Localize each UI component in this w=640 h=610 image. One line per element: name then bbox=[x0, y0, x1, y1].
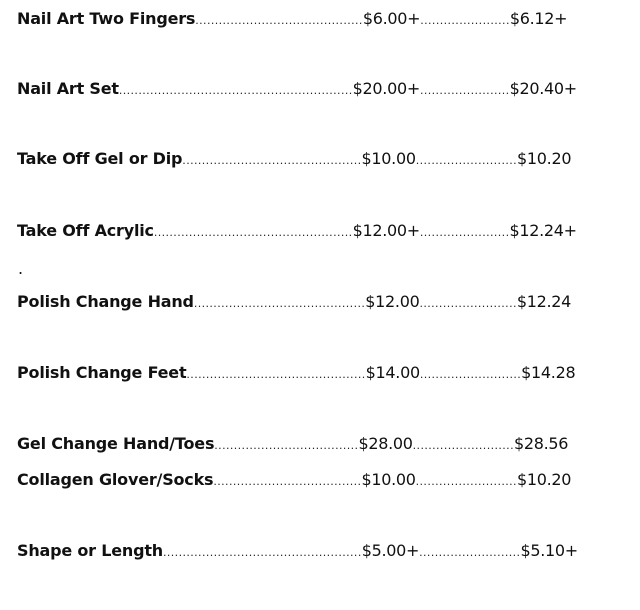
service-price: $28.00 bbox=[358, 434, 413, 453]
price-row bbox=[17, 433, 568, 455]
service-name: Take Off Acrylic bbox=[17, 221, 154, 240]
dot-leader: .......................... bbox=[419, 546, 521, 559]
card-price: $12.24+ bbox=[509, 221, 577, 240]
service-price: $6.00+ bbox=[362, 9, 421, 28]
price-row bbox=[17, 362, 575, 384]
service-name: Nail Art Two Fingers bbox=[17, 9, 196, 28]
service-price: $12.00+ bbox=[352, 221, 420, 240]
service-name: Take Off Gel or Dip bbox=[17, 149, 183, 168]
service-price: $20.00+ bbox=[352, 79, 420, 98]
card-price: $12.24 bbox=[516, 292, 572, 311]
dot-leader: ..................................... bbox=[214, 439, 359, 452]
dot-leader: .............................................. bbox=[182, 154, 362, 167]
dot-leader: ................................................... bbox=[153, 226, 353, 239]
dot-leader: ........................................... bbox=[195, 14, 363, 27]
card-price: $14.28 bbox=[521, 363, 576, 382]
price-row bbox=[17, 220, 577, 242]
service-price: $10.00 bbox=[361, 149, 416, 168]
dot-leader: ................................................... bbox=[162, 546, 362, 559]
service-price: $10.00 bbox=[361, 470, 416, 489]
dot-leader: ......................... bbox=[419, 297, 517, 310]
service-name: Polish Change Feet bbox=[17, 363, 187, 382]
dot-leader: ....................... bbox=[420, 14, 510, 27]
dot-leader: .......................... bbox=[415, 154, 518, 167]
card-price: $20.40+ bbox=[509, 79, 577, 98]
service-price: $5.00+ bbox=[361, 541, 420, 560]
service-name: Polish Change Hand bbox=[17, 292, 194, 311]
price-row bbox=[17, 8, 567, 30]
card-price: $10.20 bbox=[516, 470, 572, 489]
stray-dot: . bbox=[18, 259, 24, 278]
service-name: Shape or Length bbox=[17, 541, 163, 560]
dot-leader: .......................... bbox=[415, 475, 517, 488]
price-row bbox=[17, 78, 577, 100]
card-price: $5.10+ bbox=[520, 541, 578, 560]
price-row bbox=[17, 291, 571, 313]
dot-leader: ............................................................ bbox=[118, 84, 353, 97]
card-price: $28.56 bbox=[513, 434, 569, 453]
dot-leader: .......................... bbox=[419, 368, 522, 381]
dot-leader: ....................... bbox=[419, 226, 510, 239]
card-price: $10.20 bbox=[517, 149, 572, 168]
service-name: Gel Change Hand/Toes bbox=[17, 434, 215, 453]
dot-leader: ...................................... bbox=[213, 475, 362, 488]
card-price: $6.12+ bbox=[509, 9, 568, 28]
price-row bbox=[17, 540, 578, 562]
price-row bbox=[17, 148, 571, 170]
service-price: $12.00 bbox=[365, 292, 420, 311]
service-name: Collagen Glover/Socks bbox=[17, 470, 214, 489]
service-price: $14.00 bbox=[365, 363, 420, 382]
dot-leader: ....................... bbox=[419, 84, 510, 97]
dot-leader: ............................................ bbox=[193, 297, 366, 310]
service-name: Nail Art Set bbox=[17, 79, 119, 98]
dot-leader: .......................... bbox=[412, 439, 514, 452]
price-row bbox=[17, 469, 571, 491]
dot-leader: .............................................. bbox=[186, 368, 366, 381]
